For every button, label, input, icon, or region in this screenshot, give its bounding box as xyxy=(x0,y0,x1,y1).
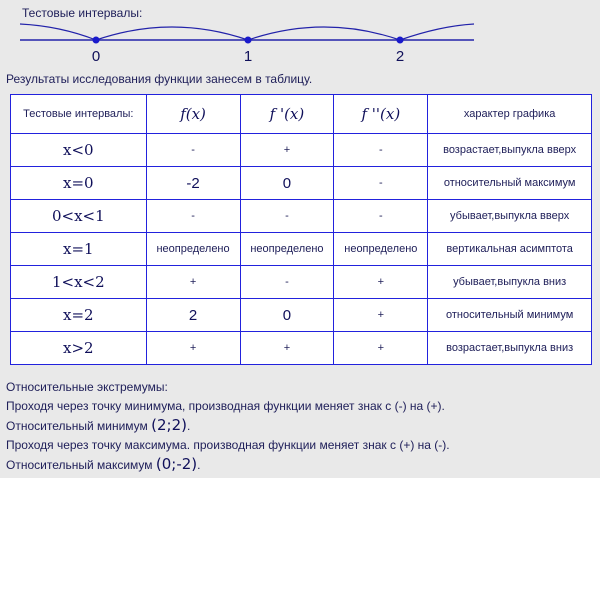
character-cell: относительный максимум xyxy=(428,167,592,200)
header-character: характер графика xyxy=(428,95,592,134)
interval-cell: x<0 xyxy=(11,134,147,167)
point-marker xyxy=(245,37,252,44)
interval-cell: x=0 xyxy=(11,167,147,200)
f2-cell: + xyxy=(334,299,428,332)
character-cell: возрастает,выпукла вниз xyxy=(428,332,592,365)
point-label: 0 xyxy=(91,48,101,65)
character-cell: убывает,выпукла вверх xyxy=(428,200,592,233)
maximum-point: (0;-2) xyxy=(155,455,198,473)
f1-cell: + xyxy=(240,332,334,365)
f2-cell: - xyxy=(334,200,428,233)
extrema-heading: Относительные экстремумы: xyxy=(6,380,168,394)
number-line xyxy=(0,0,600,70)
f1-cell: 0 xyxy=(240,299,334,332)
f-cell: -2 xyxy=(146,167,240,200)
character-cell: вертикальная асимптота xyxy=(428,233,592,266)
character-cell: возрастает,выпукла вверх xyxy=(428,134,592,167)
f1-cell: - xyxy=(240,266,334,299)
maximum-period: . xyxy=(197,458,201,472)
minimum-line xyxy=(6,416,450,436)
extrema-notes xyxy=(6,378,450,475)
f1-cell: - xyxy=(240,200,334,233)
f-cell: - xyxy=(146,200,240,233)
minimum-rule: Проходя через точку минимума, производная функции меняет знак с (-) на (+). xyxy=(6,399,445,413)
point-label: 1 xyxy=(243,48,253,65)
character-cell: относительный минимум xyxy=(428,299,592,332)
table-row xyxy=(11,266,592,299)
f-cell: + xyxy=(146,266,240,299)
maximum-rule: Проходя через точку максимума. производная функции меняет знак с (+) на (-). xyxy=(6,438,450,452)
header-f: f(x) xyxy=(146,95,240,134)
interval-cell: x>2 xyxy=(11,332,147,365)
point-marker xyxy=(93,37,100,44)
interval-cell: x=2 xyxy=(11,299,147,332)
interval-cell: 1<x<2 xyxy=(11,266,147,299)
table-header-row xyxy=(11,95,592,134)
number-line-title: Тестовые интервалы: xyxy=(22,6,143,20)
f-cell: неопределено xyxy=(146,233,240,266)
point-label: 2 xyxy=(395,48,405,65)
point-marker xyxy=(397,37,404,44)
minimum-point: (2;2) xyxy=(151,416,187,434)
table-row xyxy=(11,200,592,233)
maximum-label: Относительный максимум xyxy=(6,458,153,472)
f2-cell: неопределено xyxy=(334,233,428,266)
character-cell: убывает,выпукла вниз xyxy=(428,266,592,299)
table-row xyxy=(11,233,592,266)
table-caption: Результаты исследования функции занесем в таблицу. xyxy=(6,72,313,86)
analysis-table xyxy=(10,94,592,365)
header-f-double-prime: f ''(x) xyxy=(334,95,428,134)
f2-cell: + xyxy=(334,266,428,299)
interval-cell: 0<x<1 xyxy=(11,200,147,233)
f1-cell: 0 xyxy=(240,167,334,200)
table-row xyxy=(11,332,592,365)
interval-cell: x=1 xyxy=(11,233,147,266)
minimum-period: . xyxy=(187,419,191,433)
table-row xyxy=(11,167,592,200)
table-row xyxy=(11,299,592,332)
f1-cell: неопределено xyxy=(240,233,334,266)
f-cell: 2 xyxy=(146,299,240,332)
f2-cell: + xyxy=(334,332,428,365)
f2-cell: - xyxy=(334,134,428,167)
header-f-prime: f '(x) xyxy=(240,95,334,134)
f-cell: + xyxy=(146,332,240,365)
table-row xyxy=(11,134,592,167)
f1-cell: + xyxy=(240,134,334,167)
f-cell: - xyxy=(146,134,240,167)
maximum-line xyxy=(6,455,450,475)
f2-cell: - xyxy=(334,167,428,200)
header-intervals: Тестовые интервалы: xyxy=(11,95,147,134)
minimum-label: Относительный минимум xyxy=(6,419,148,433)
